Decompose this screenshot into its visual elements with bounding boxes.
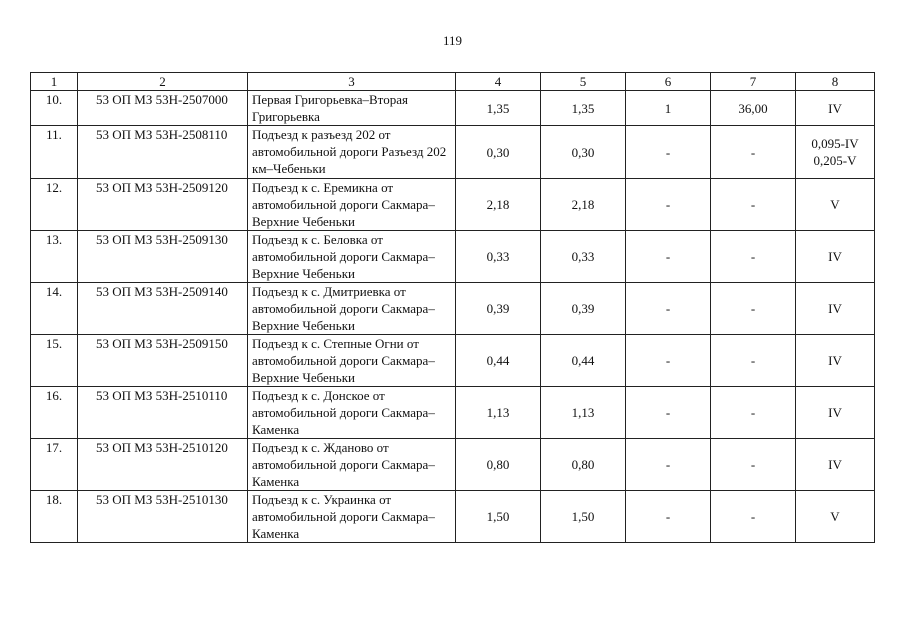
row-number: 16. (31, 387, 78, 439)
road-name: Подъезд к с. Еремикна от автомобильной дороги Сакмара–Верхние Чебеньки (248, 179, 456, 231)
road-code: 53 ОП МЗ 53Н-2510130 (78, 491, 248, 543)
length-total: 0,44 (456, 335, 541, 387)
bridges-count: - (626, 231, 711, 283)
road-code: 53 ОП МЗ 53Н-2508110 (78, 126, 248, 179)
bridges-length: - (711, 126, 796, 179)
road-name: Подъезд к с. Степные Огни от автомобильной дороги Сакмара–Верхние Чебеньки (248, 335, 456, 387)
bridges-length: - (711, 335, 796, 387)
header-cell: 3 (248, 73, 456, 91)
length-regional: 1,35 (541, 91, 626, 126)
header-row (31, 73, 875, 91)
bridges-length: - (711, 387, 796, 439)
row-number: 15. (31, 335, 78, 387)
bridges-count: - (626, 126, 711, 179)
length-total: 1,35 (456, 91, 541, 126)
road-category (796, 491, 875, 543)
category-value: IV (828, 301, 842, 316)
header-cell: 7 (711, 73, 796, 91)
header-cell: 1 (31, 73, 78, 91)
bridges-count: - (626, 387, 711, 439)
road-name: Подъезд к с. Украинка от автомобильной дороги Сакмара–Каменка (248, 491, 456, 543)
category-value: V (830, 509, 840, 524)
length-regional: 0,33 (541, 231, 626, 283)
length-total: 0,80 (456, 439, 541, 491)
length-regional: 0,30 (541, 126, 626, 179)
length-regional: 0,80 (541, 439, 626, 491)
header-cell: 4 (456, 73, 541, 91)
category-value: 0,205-V (813, 153, 857, 168)
category-value: IV (828, 405, 842, 420)
bridges-count: - (626, 335, 711, 387)
table-row (31, 283, 875, 335)
road-code: 53 ОП МЗ 53Н-2509140 (78, 283, 248, 335)
bridges-length: - (711, 283, 796, 335)
row-number: 10. (31, 91, 78, 126)
table-row (31, 439, 875, 491)
road-category (796, 231, 875, 283)
length-regional: 0,39 (541, 283, 626, 335)
length-regional: 0,44 (541, 335, 626, 387)
table-row (31, 91, 875, 126)
row-number: 17. (31, 439, 78, 491)
row-number: 14. (31, 283, 78, 335)
bridges-count: - (626, 491, 711, 543)
category-value: IV (828, 249, 842, 264)
bridges-count: 1 (626, 91, 711, 126)
road-code: 53 ОП МЗ 53Н-2509150 (78, 335, 248, 387)
bridges-count: - (626, 179, 711, 231)
length-regional: 2,18 (541, 179, 626, 231)
row-number: 13. (31, 231, 78, 283)
category-value: IV (828, 353, 842, 368)
bridges-length: - (711, 231, 796, 283)
road-category (796, 283, 875, 335)
length-total: 0,30 (456, 126, 541, 179)
bridges-count: - (626, 439, 711, 491)
header-cell: 2 (78, 73, 248, 91)
table-row (31, 179, 875, 231)
road-code: 53 ОП МЗ 53Н-2510110 (78, 387, 248, 439)
road-category (796, 439, 875, 491)
length-total: 1,50 (456, 491, 541, 543)
category-value: IV (828, 100, 842, 116)
bridges-count: - (626, 283, 711, 335)
roads-table (30, 72, 875, 543)
length-total: 2,18 (456, 179, 541, 231)
length-total: 0,39 (456, 283, 541, 335)
table-row (31, 126, 875, 179)
table-row (31, 231, 875, 283)
header-cell: 5 (541, 73, 626, 91)
road-name: Подъезд к с. Беловка от автомобильной дороги Сакмара–Верхние Чебеньки (248, 231, 456, 283)
road-name: Подъезд к разъезд 202 от автомобильной дороги Разъезд 202 км–Чебеньки (248, 126, 456, 179)
table-row (31, 387, 875, 439)
road-name: Подъезд к с. Донское от автомобильной дороги Сакмара–Каменка (248, 387, 456, 439)
road-code: 53 ОП МЗ 53Н-2509130 (78, 231, 248, 283)
road-name: Первая Григорьевка–Вторая Григорьевка (248, 91, 456, 126)
row-number: 11. (31, 126, 78, 179)
length-regional: 1,13 (541, 387, 626, 439)
road-code: 53 ОП МЗ 53Н-2510120 (78, 439, 248, 491)
page-number: 119 (442, 33, 463, 48)
road-category (796, 126, 875, 179)
table-row (31, 335, 875, 387)
bridges-length: - (711, 179, 796, 231)
road-category (796, 335, 875, 387)
bridges-length: - (711, 439, 796, 491)
road-category (796, 91, 875, 126)
road-category (796, 179, 875, 231)
header-cell: 8 (796, 73, 875, 91)
category-value: IV (828, 457, 842, 472)
length-total: 0,33 (456, 231, 541, 283)
row-number: 18. (31, 491, 78, 543)
category-value: V (830, 197, 840, 212)
road-code: 53 ОП МЗ 53Н-2509120 (78, 179, 248, 231)
length-regional: 1,50 (541, 491, 626, 543)
header-cell: 6 (626, 73, 711, 91)
road-code: 53 ОП МЗ 53Н-2507000 (78, 91, 248, 126)
road-name: Подъезд к с. Дмитриевка от автомобильной дороги Сакмара–Верхние Чебеньки (248, 283, 456, 335)
row-number: 12. (31, 179, 78, 231)
road-name: Подъезд к с. Жданово от автомобильной дороги Сакмара–Каменка (248, 439, 456, 491)
bridges-length: 36,00 (711, 91, 796, 126)
table-row (31, 491, 875, 543)
length-total: 1,13 (456, 387, 541, 439)
road-category (796, 387, 875, 439)
category-value: 0,095-IV (811, 136, 859, 151)
bridges-length: - (711, 491, 796, 543)
